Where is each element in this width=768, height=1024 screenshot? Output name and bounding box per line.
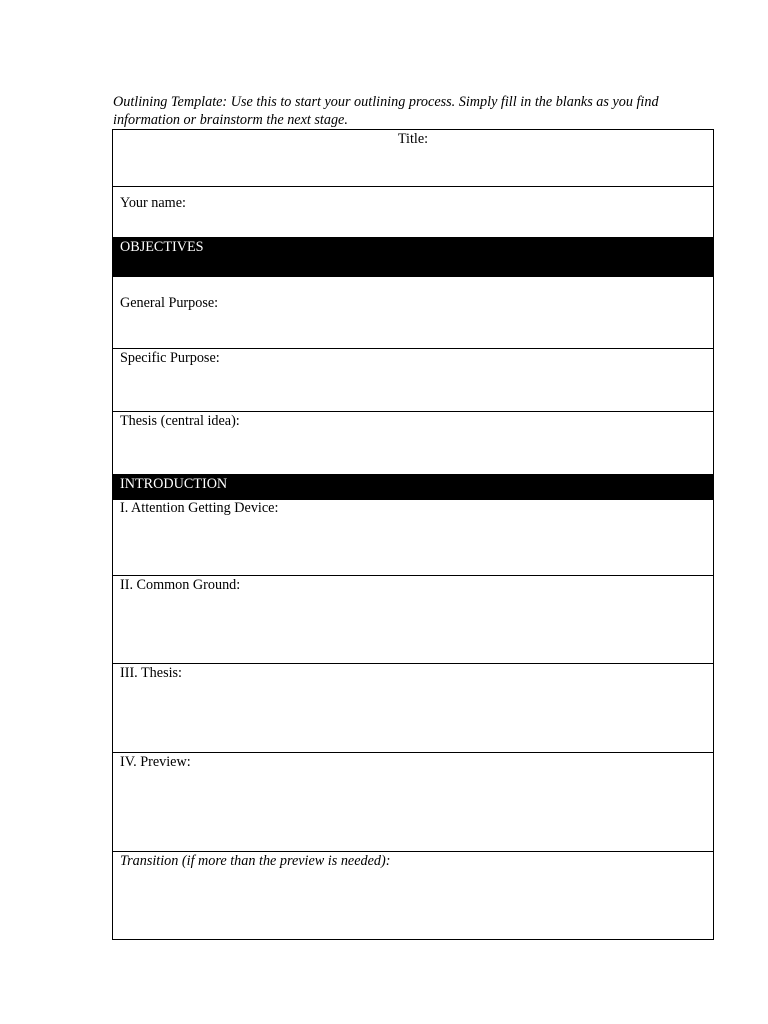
attention-device-row: [113, 500, 714, 576]
objectives-header-row: [113, 238, 714, 277]
thesis-central-row: [113, 412, 714, 475]
name-label: Your name:: [120, 195, 186, 211]
common-ground-row: [113, 576, 714, 664]
intro-instructions: Outlining Template: Use this to start your outlining process. Simply fill in the blanks as you find information or brainstorm the next stage.: [113, 94, 659, 128]
attention-device-label: I. Attention Getting Device:: [120, 500, 279, 516]
specific-purpose-row: [113, 349, 714, 412]
thesis-cell[interactable]: [113, 664, 714, 753]
attention-device-cell[interactable]: [113, 500, 714, 576]
preview-row: [113, 753, 714, 852]
general-purpose-label: General Purpose:: [120, 295, 219, 311]
specific-purpose-cell[interactable]: [113, 349, 714, 412]
transition-cell[interactable]: [113, 852, 714, 940]
common-ground-cell[interactable]: [113, 576, 714, 664]
outline-template-table: [112, 129, 714, 940]
preview-cell[interactable]: [113, 753, 714, 852]
thesis-row: [113, 664, 714, 753]
introduction-header-cell: [113, 475, 714, 500]
common-ground-label: II. Common Ground:: [120, 577, 241, 593]
thesis-central-cell[interactable]: [113, 412, 714, 475]
transition-row: [113, 852, 714, 940]
title-cell[interactable]: [113, 130, 714, 187]
introduction-header: INTRODUCTION: [120, 476, 228, 492]
title-row: [113, 130, 714, 187]
transition-label: Transition (if more than the preview is needed):: [120, 853, 391, 869]
preview-label: IV. Preview:: [120, 754, 191, 770]
specific-purpose-label: Specific Purpose:: [120, 350, 220, 366]
introduction-header-row: [113, 475, 714, 500]
general-purpose-row: [113, 277, 714, 349]
thesis-label: III. Thesis:: [120, 665, 182, 681]
thesis-central-label: Thesis (central idea):: [120, 413, 240, 429]
objectives-header-cell: [113, 238, 714, 277]
title-label: Title:: [397, 131, 429, 147]
name-cell[interactable]: [113, 187, 714, 238]
general-purpose-cell[interactable]: [113, 277, 714, 349]
name-row: [113, 187, 714, 238]
objectives-header: OBJECTIVES: [120, 239, 204, 255]
